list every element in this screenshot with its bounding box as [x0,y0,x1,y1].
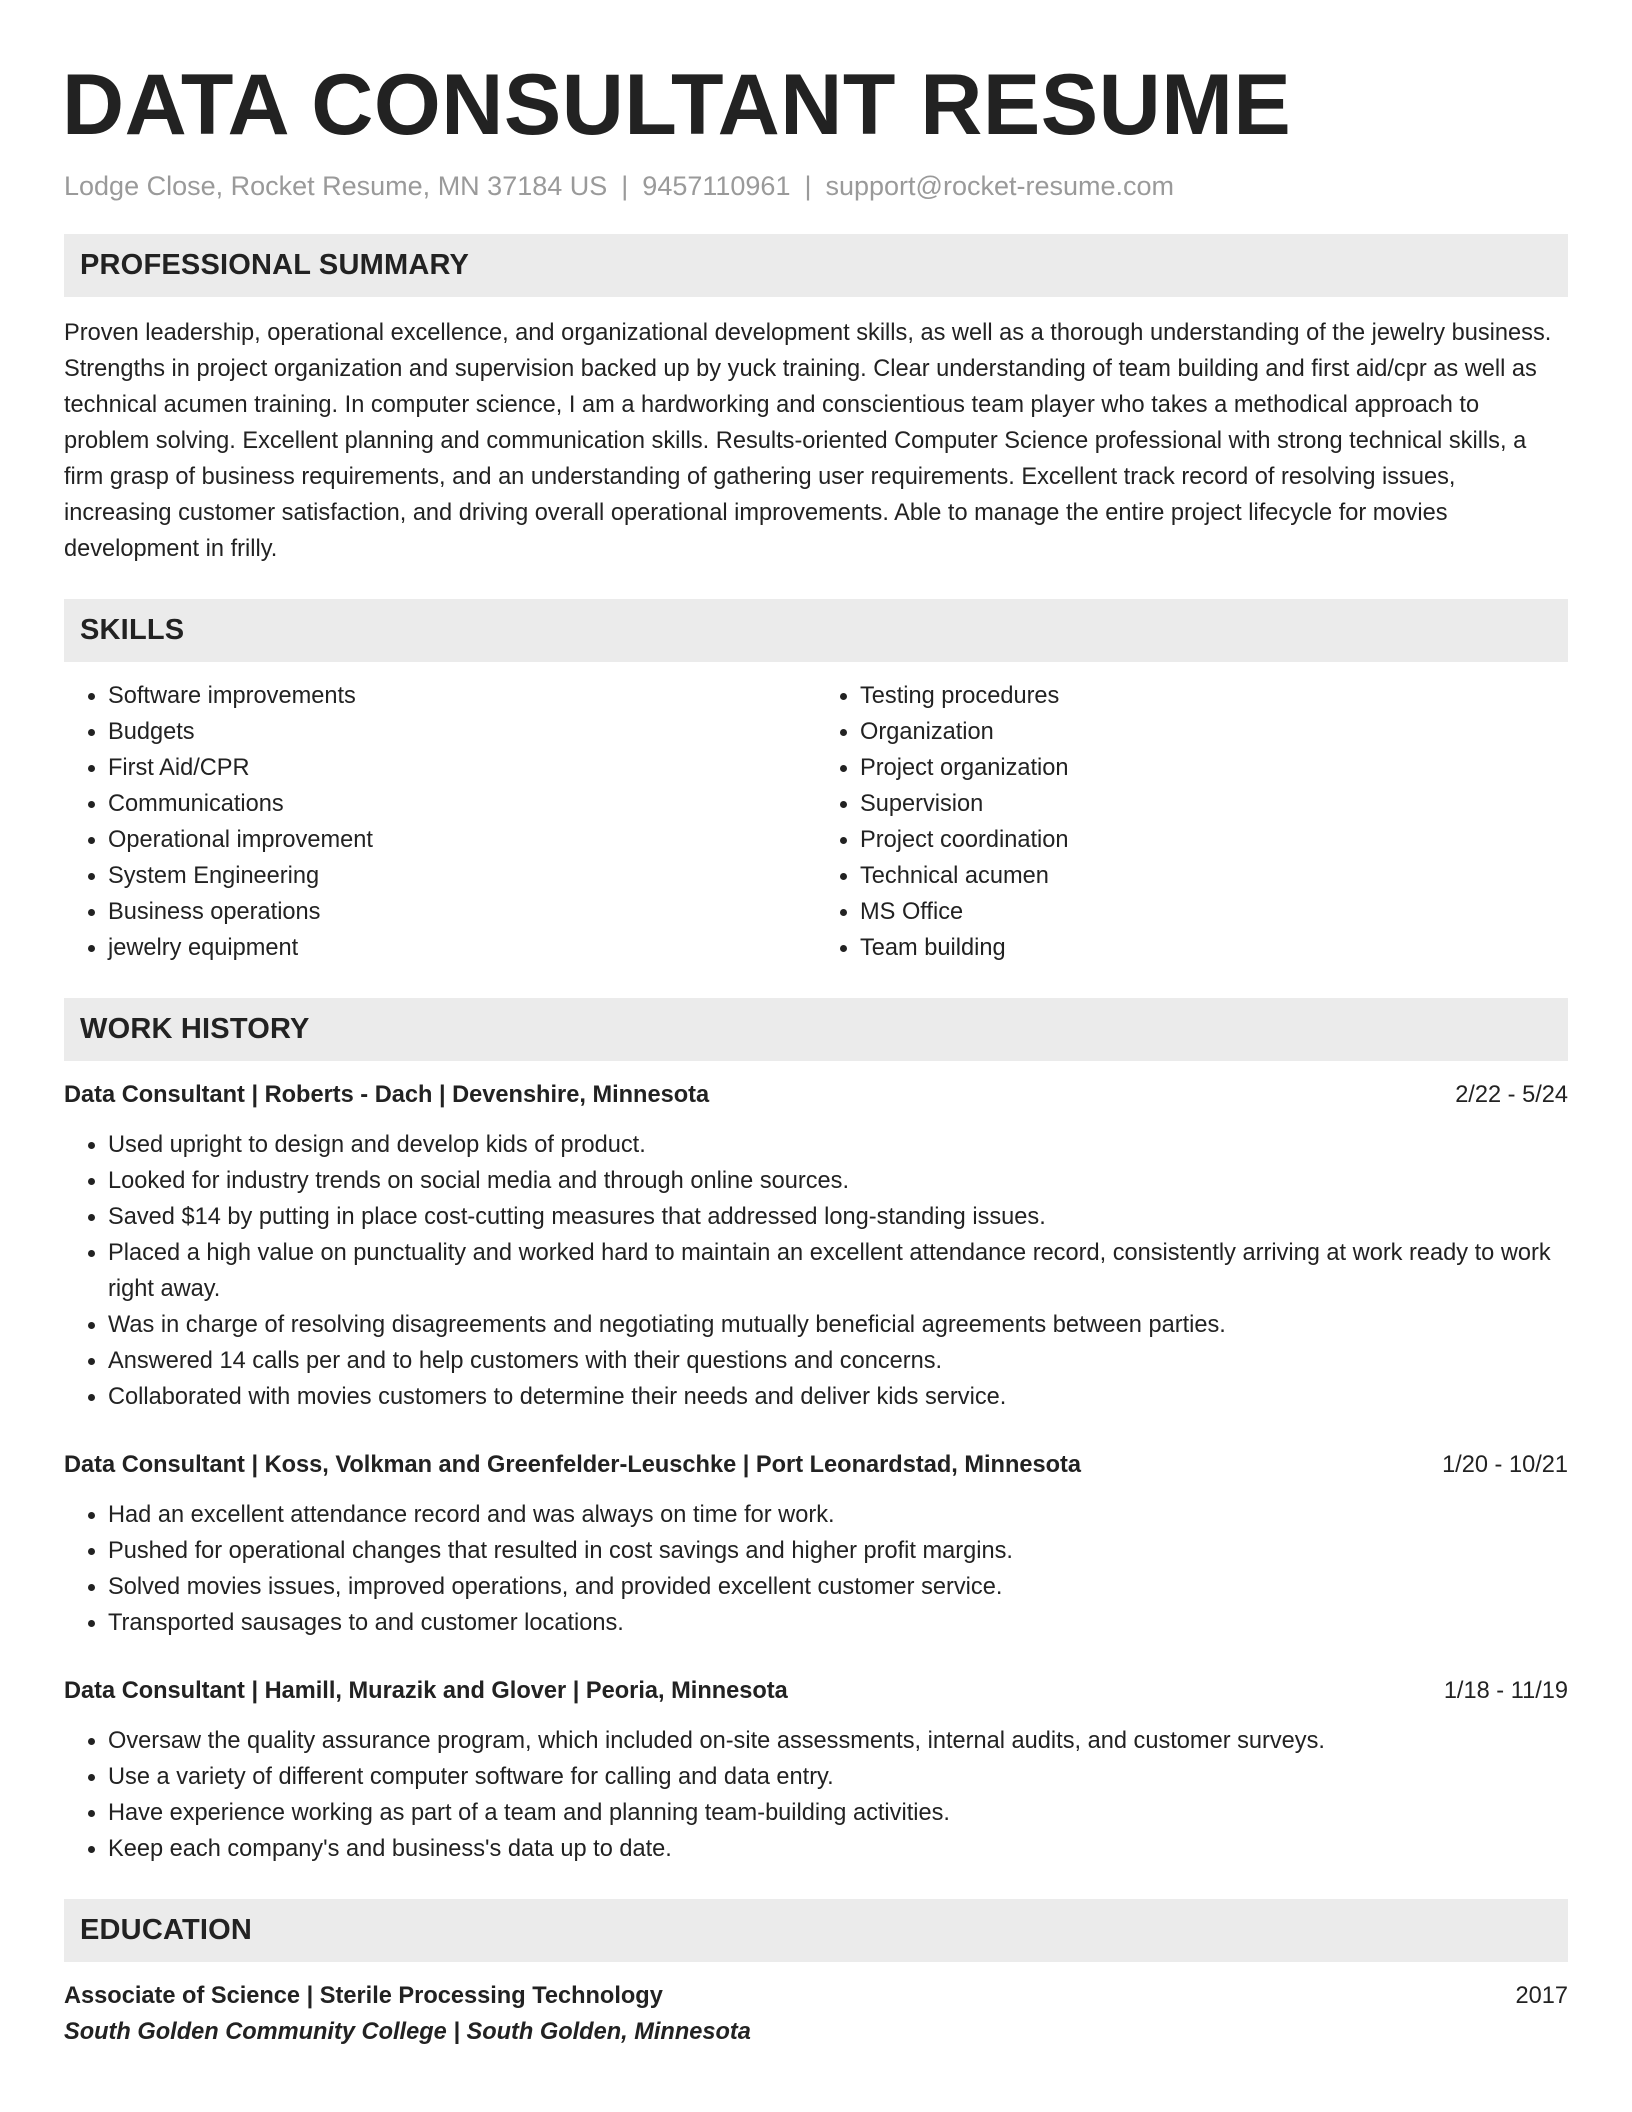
job-bullets [64,1723,1568,1867]
job-dates: 2/22 - 5/24 [1455,1082,1568,1109]
job-bullet: • Answered 14 calls per and to help customers with their questions and concerns. [108,1343,1568,1379]
job-dates: 1/20 - 10/21 [1442,1452,1568,1479]
skills-list [64,678,1568,966]
skill-item: • Team building [860,930,1568,966]
summary-text: Proven leadership, operational excellence, and organizational development skills, as well as a thorough understanding of the jewelry business. Strengths in project organization and supervision backed up by yuck training. Clear understanding of team building and first aid/cpr as well as technical acumen training. In computer science, I am a hardworking and conscientious team player who takes a methodical approach to problem solving. Excellent planning and communication skills. Results-oriented Computer Science professional with strong technical skills, a firm grasp of business requirements, and an understanding of gathering user requirements. Excellent track record of resolving issues, increasing customer satisfaction, and driving overall operational improvements. Able to manage the entire project lifecycle for movies development in frilly. [64,320,1552,563]
education-school: South Golden Community College | South Golden, Minnesota [64,2019,751,2046]
job-bullets [64,1127,1568,1415]
education-year: 2017 [1515,1983,1568,2010]
job-bullet: • Transported sausages to and customer locations. [108,1605,1568,1641]
job-bullet: • Collaborated with movies customers to determine their needs and deliver kids service. [108,1379,1568,1415]
job-bullet: • Looked for industry trends on social media and through online sources. [108,1163,1568,1199]
job-bullet: • Pushed for operational changes that resulted in cost savings and higher profit margins. [108,1533,1568,1569]
job-bullet: • Use a variety of different computer software for calling and data entry. [108,1759,1568,1795]
contact-email: support@rocket-resume.com [825,171,1175,201]
job-entry [64,1675,1568,1867]
job-title: Data Consultant | Hamill, Murazik and Glover | Peoria, Minnesota [64,1678,788,1705]
job-bullet: • Placed a high value on punctuality and worked hard to maintain an excellent attendance record, consistently arriving at work ready to work right away. [108,1235,1568,1307]
job-bullet: • Oversaw the quality assurance program, which included on-site assessments, internal audits, and customer surveys. [108,1723,1568,1759]
contact-phone: 9457110961 [642,171,791,201]
contact-separator: | [804,171,812,201]
skill-item: • Testing procedures [860,678,1568,714]
skills-heading: SKILLS [80,614,185,647]
summary-section-header [64,234,1568,297]
skill-item: • Operational improvement [108,822,816,858]
education-header [64,1980,1568,2012]
job-bullet: • Have experience working as part of a team and planning team-building activities. [108,1795,1568,1831]
contact-address: Lodge Close, Rocket Resume, MN 37184 US [64,171,608,201]
job-header [64,1449,1568,1481]
job-title: Data Consultant | Roberts - Dach | Devenshire, Minnesota [64,1082,710,1109]
work-heading: WORK HISTORY [80,1013,310,1046]
skill-item: • Budgets [108,714,816,750]
job-header [64,1079,1568,1111]
page-title: DATA CONSULTANT RESUME [62,57,1292,153]
skill-item: • Supervision [860,786,1568,822]
contact-separator: | [621,171,629,201]
skills-section-header [64,599,1568,662]
work-section-header [64,998,1568,1061]
skill-item: • Organization [860,714,1568,750]
skills-column-right [816,678,1568,966]
job-title: Data Consultant | Koss, Volkman and Greenfelder-Leuschke | Port Leonardstad, Minnesota [64,1452,1082,1479]
job-entry [64,1079,1568,1415]
job-entry [64,1449,1568,1641]
skill-item: • MS Office [860,894,1568,930]
job-bullet: • Used upright to design and develop kids of product. [108,1127,1568,1163]
education-entry [64,1980,1568,2052]
skill-item: • Project coordination [860,822,1568,858]
skill-item: • Project organization [860,750,1568,786]
summary-heading: PROFESSIONAL SUMMARY [80,249,470,282]
job-bullet: • Solved movies issues, improved operations, and provided excellent customer service. [108,1569,1568,1605]
education-section-header [64,1899,1568,1962]
job-dates: 1/18 - 11/19 [1443,1678,1568,1705]
skills-column-left [64,678,816,966]
job-header [64,1675,1568,1707]
education-degree: Associate of Science | Sterile Processing Technology [64,1983,663,2010]
job-bullet: • Had an excellent attendance record and was always on time for work. [108,1497,1568,1533]
skill-item: • Software improvements [108,678,816,714]
contact-line [64,170,1568,202]
skill-item: • First Aid/CPR [108,750,816,786]
skill-item: • Communications [108,786,816,822]
skill-item: • Technical acumen [860,858,1568,894]
skill-item: • Business operations [108,894,816,930]
job-bullet: • Was in charge of resolving disagreements and negotiating mutually beneficial agreements between parties. [108,1307,1568,1343]
skill-item: • System Engineering [108,858,816,894]
job-bullet: • Keep each company's and business's data up to date. [108,1831,1568,1867]
job-bullets [64,1497,1568,1641]
job-bullet: • Saved $14 by putting in place cost-cutting measures that addressed long-standing issues. [108,1199,1568,1235]
education-heading: EDUCATION [80,1914,253,1947]
skill-item: • jewelry equipment [108,930,816,966]
